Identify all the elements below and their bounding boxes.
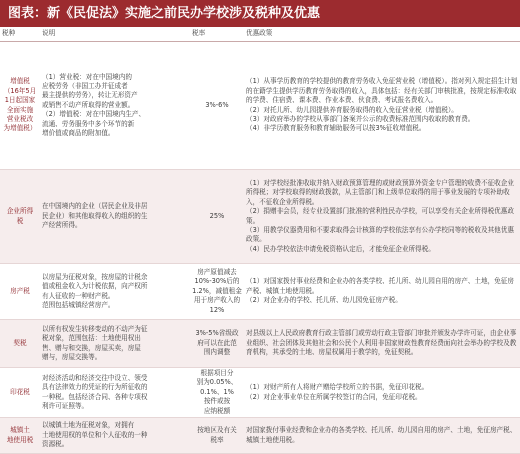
cell-line: 按地区及有关 [197, 426, 237, 435]
cell-line: 按件或按 [203, 397, 231, 406]
cell-line: 民企业）和其他取得收入的组织的生 [42, 211, 148, 220]
cell-line: 增值税 [10, 77, 30, 86]
cell-line: 一种税。包括经济合同、各种专项权 [42, 392, 148, 401]
cell-line: 售、赠与和交换，房屋买卖，房屋 [42, 343, 141, 352]
tax-policy [244, 418, 520, 454]
cell-line: 对县级以上人民政府教育行政主管部门或劳动行政主管部门审批并颁发办学许可证，由企业事业组织、社会团体及其他社会和公民个人利用非国家财政性教育经费面向社会举办的学校及教育机构，其承受的土地、房屋权属用于教学的，免征契税。 [246, 329, 517, 357]
tax-desc [40, 170, 190, 264]
cell-line: （2）增值税：对在中国境内生产、 [42, 110, 146, 119]
cell-line: 1日起国家 [4, 96, 36, 105]
cell-line: 在中国境内的企业（居民企业及非居 [42, 202, 148, 211]
cell-line: 企业所得 [6, 207, 34, 216]
cell-line: 税对象，范围包括：土地使用权出 [42, 334, 141, 343]
cell-line: 用于房产收入的 [193, 296, 241, 305]
cell-line: 以房屋为征税对象，按房屋的计税余 [42, 272, 148, 281]
tax-name [0, 264, 40, 320]
tax-rate [190, 42, 244, 170]
tax-rate [190, 320, 244, 368]
cell-line: 或销售不动产所取得的营业额。 [42, 100, 135, 109]
row-vat [0, 42, 520, 170]
cell-line: 最主提供的劳务），转让无形资产 [42, 91, 138, 100]
cell-line: 有人征收的一种财产税。 [42, 291, 115, 300]
tax-table [0, 27, 520, 454]
cell-line: 1.2%，减值租金 [192, 286, 242, 295]
cell-line: 3%-6% [205, 100, 229, 109]
tax-desc [40, 368, 190, 418]
cell-line: （2）捐赠非会员，经专业设置部门批准的营利性民办学校，可以享受有关企业所得税优惠政策。 [246, 207, 514, 225]
cell-line: 资源税。 [42, 440, 69, 449]
cell-line: 10%-30%后的 [194, 277, 240, 286]
cell-line: 为增值税） [3, 124, 37, 133]
row-stamp [0, 368, 520, 418]
tax-rate [190, 418, 244, 454]
cell-line: （1）对财产所有人将财产赠给学校所立的书据，免征印花税。 [246, 383, 429, 392]
cell-line: （4）民办学校依法申请免税资格认定后，才能免征企业所得税。 [246, 244, 435, 253]
cell-line: 营业税改 [6, 114, 34, 123]
cell-line: 0.1%、1% [200, 387, 234, 396]
cell-line: （1）对学校经批准收取并纳入财政预算管理的或财政预算外资金专户管理的收费不征收企业所得税；对学校取得的财政拨款，从主管部门和上级单位取得的用于事业发展的专项补助收入，不征收企业所得税。 [246, 178, 514, 206]
cell-line: 25% [209, 211, 225, 220]
cell-line: 赠与，房屋交换等。 [42, 352, 102, 361]
tax-desc [40, 320, 190, 368]
cell-line: 产经营所得。 [42, 221, 82, 230]
cell-line: 应税劳务（非国工办并征成者 [42, 81, 128, 90]
cell-line: 利许可证照等。 [42, 401, 89, 410]
cell-line: 流通、劳务服务中多个环节的新 [42, 119, 135, 128]
cell-line: （1）从事学历教育的学校提供的教育劳务收入免征营业税（增值税）。指对列入规定招生计划的在籍学生提供学历教育劳务取得的收入，具体包括：经有关部门审核批准，按规定标准收取的学费、住宿费、课本费、作业本费、伙食费、考试报名费收入。 [246, 77, 518, 105]
col-policy: 优惠政策 [244, 27, 520, 42]
tax-policy [244, 42, 520, 170]
cell-line: 税 [16, 216, 24, 225]
header-row [0, 27, 520, 42]
cell-line: （2）对托儿所、幼儿园提供养育服务取得的收入免征营业税（增值税）。 [246, 105, 458, 114]
tax-desc [40, 418, 190, 454]
cell-line: 税率 [210, 435, 224, 444]
row-income [0, 170, 520, 264]
tax-desc [40, 264, 190, 320]
col-tax: 税种 [0, 27, 40, 42]
tax-desc [40, 42, 190, 170]
row-property [0, 264, 520, 320]
tax-name [0, 42, 40, 170]
col-desc: 说明 [40, 27, 190, 42]
tax-name [0, 170, 40, 264]
cell-line: 值或租金收入为计税依据，向产权所 [42, 282, 148, 291]
tax-rate [190, 264, 244, 320]
page-title: 图表：新《民促法》实施之前民办学校涉及税种及优惠 [0, 0, 520, 27]
cell-line: （1）营业税：对在中国境内的 [42, 72, 132, 81]
tax-name [0, 418, 40, 454]
tax-policy [244, 170, 520, 264]
cell-line: 土地使用权的单位和个人征收的一种 [42, 430, 148, 439]
cell-line: 以城镇土地为征税对象，对拥有 [42, 421, 135, 430]
cell-line: 房产税 [10, 286, 30, 295]
cell-line: 房产原值减去 [197, 267, 237, 276]
tax-policy [244, 264, 520, 320]
row-land [0, 418, 520, 454]
cell-line: 3%-5%省级政 [195, 329, 239, 338]
cell-line: 契税 [13, 338, 27, 347]
cell-line: （3）用教学仪器费用和不要求取得会计核算的学校依法享有公办学校同等的税收及其他优惠政策。 [246, 225, 514, 244]
cell-line: （1）对国家拨付事业经费和企业办的各类学校、托儿所、幼儿园自用的房产、土地，免征房产税、城镇土地使用税。 [246, 277, 514, 295]
tax-name [0, 320, 40, 368]
col-rate: 税率 [190, 27, 244, 42]
cell-line: 印花税 [10, 387, 30, 396]
tax-name [0, 368, 40, 418]
cell-line: （4）非学历教育服务和教育辅助服务可以按3%征收增值税。 [246, 124, 426, 133]
cell-line: （3）对政府举办的学校从事部门备案并公示的收费标准范围内收取的教育费。 [246, 114, 475, 123]
cell-line: （2）对企业事业单位在所属学校签订的合同，免征印花税。 [246, 392, 422, 401]
cell-line: 根据项目分 [200, 369, 234, 377]
cell-line: 应纳税额 [203, 406, 231, 415]
cell-line: 地使用税 [6, 435, 34, 444]
tax-rate [190, 170, 244, 264]
cell-line: 城镇土 [10, 426, 30, 435]
cell-line: （2）对企业办的学校、托儿所、幼儿园免征房产税。 [246, 296, 402, 305]
cell-line: 具有法律效力的凭证的行为所征收的 [42, 383, 148, 392]
cell-line: 以所有权发生转移变动的不动产为征 [42, 324, 148, 333]
tax-policy [244, 320, 520, 368]
cell-line: （16年5月 [3, 86, 37, 95]
cell-line: 增价值或商品的附加值。 [42, 129, 115, 138]
tax-policy [244, 368, 520, 418]
cell-line: 12% [209, 305, 225, 314]
cell-line: 围内调整 [203, 348, 231, 357]
row-deed [0, 320, 520, 368]
tax-rate [190, 368, 244, 418]
cell-line: 全面实施 [6, 105, 34, 114]
cell-line: 府可以在此范 [197, 338, 237, 347]
cell-line: 对经济活动和经济交往中设立、领受 [42, 373, 148, 382]
cell-line: 对国家拨付事业经费和企业办的各类学校、托儿所、幼儿园自用的房产、土地，免征房产税、城镇土地使用税。 [246, 426, 517, 444]
cell-line: 范围包括城镇经营房产。 [42, 300, 115, 309]
cell-line: 别为0.05%、 [196, 378, 238, 387]
